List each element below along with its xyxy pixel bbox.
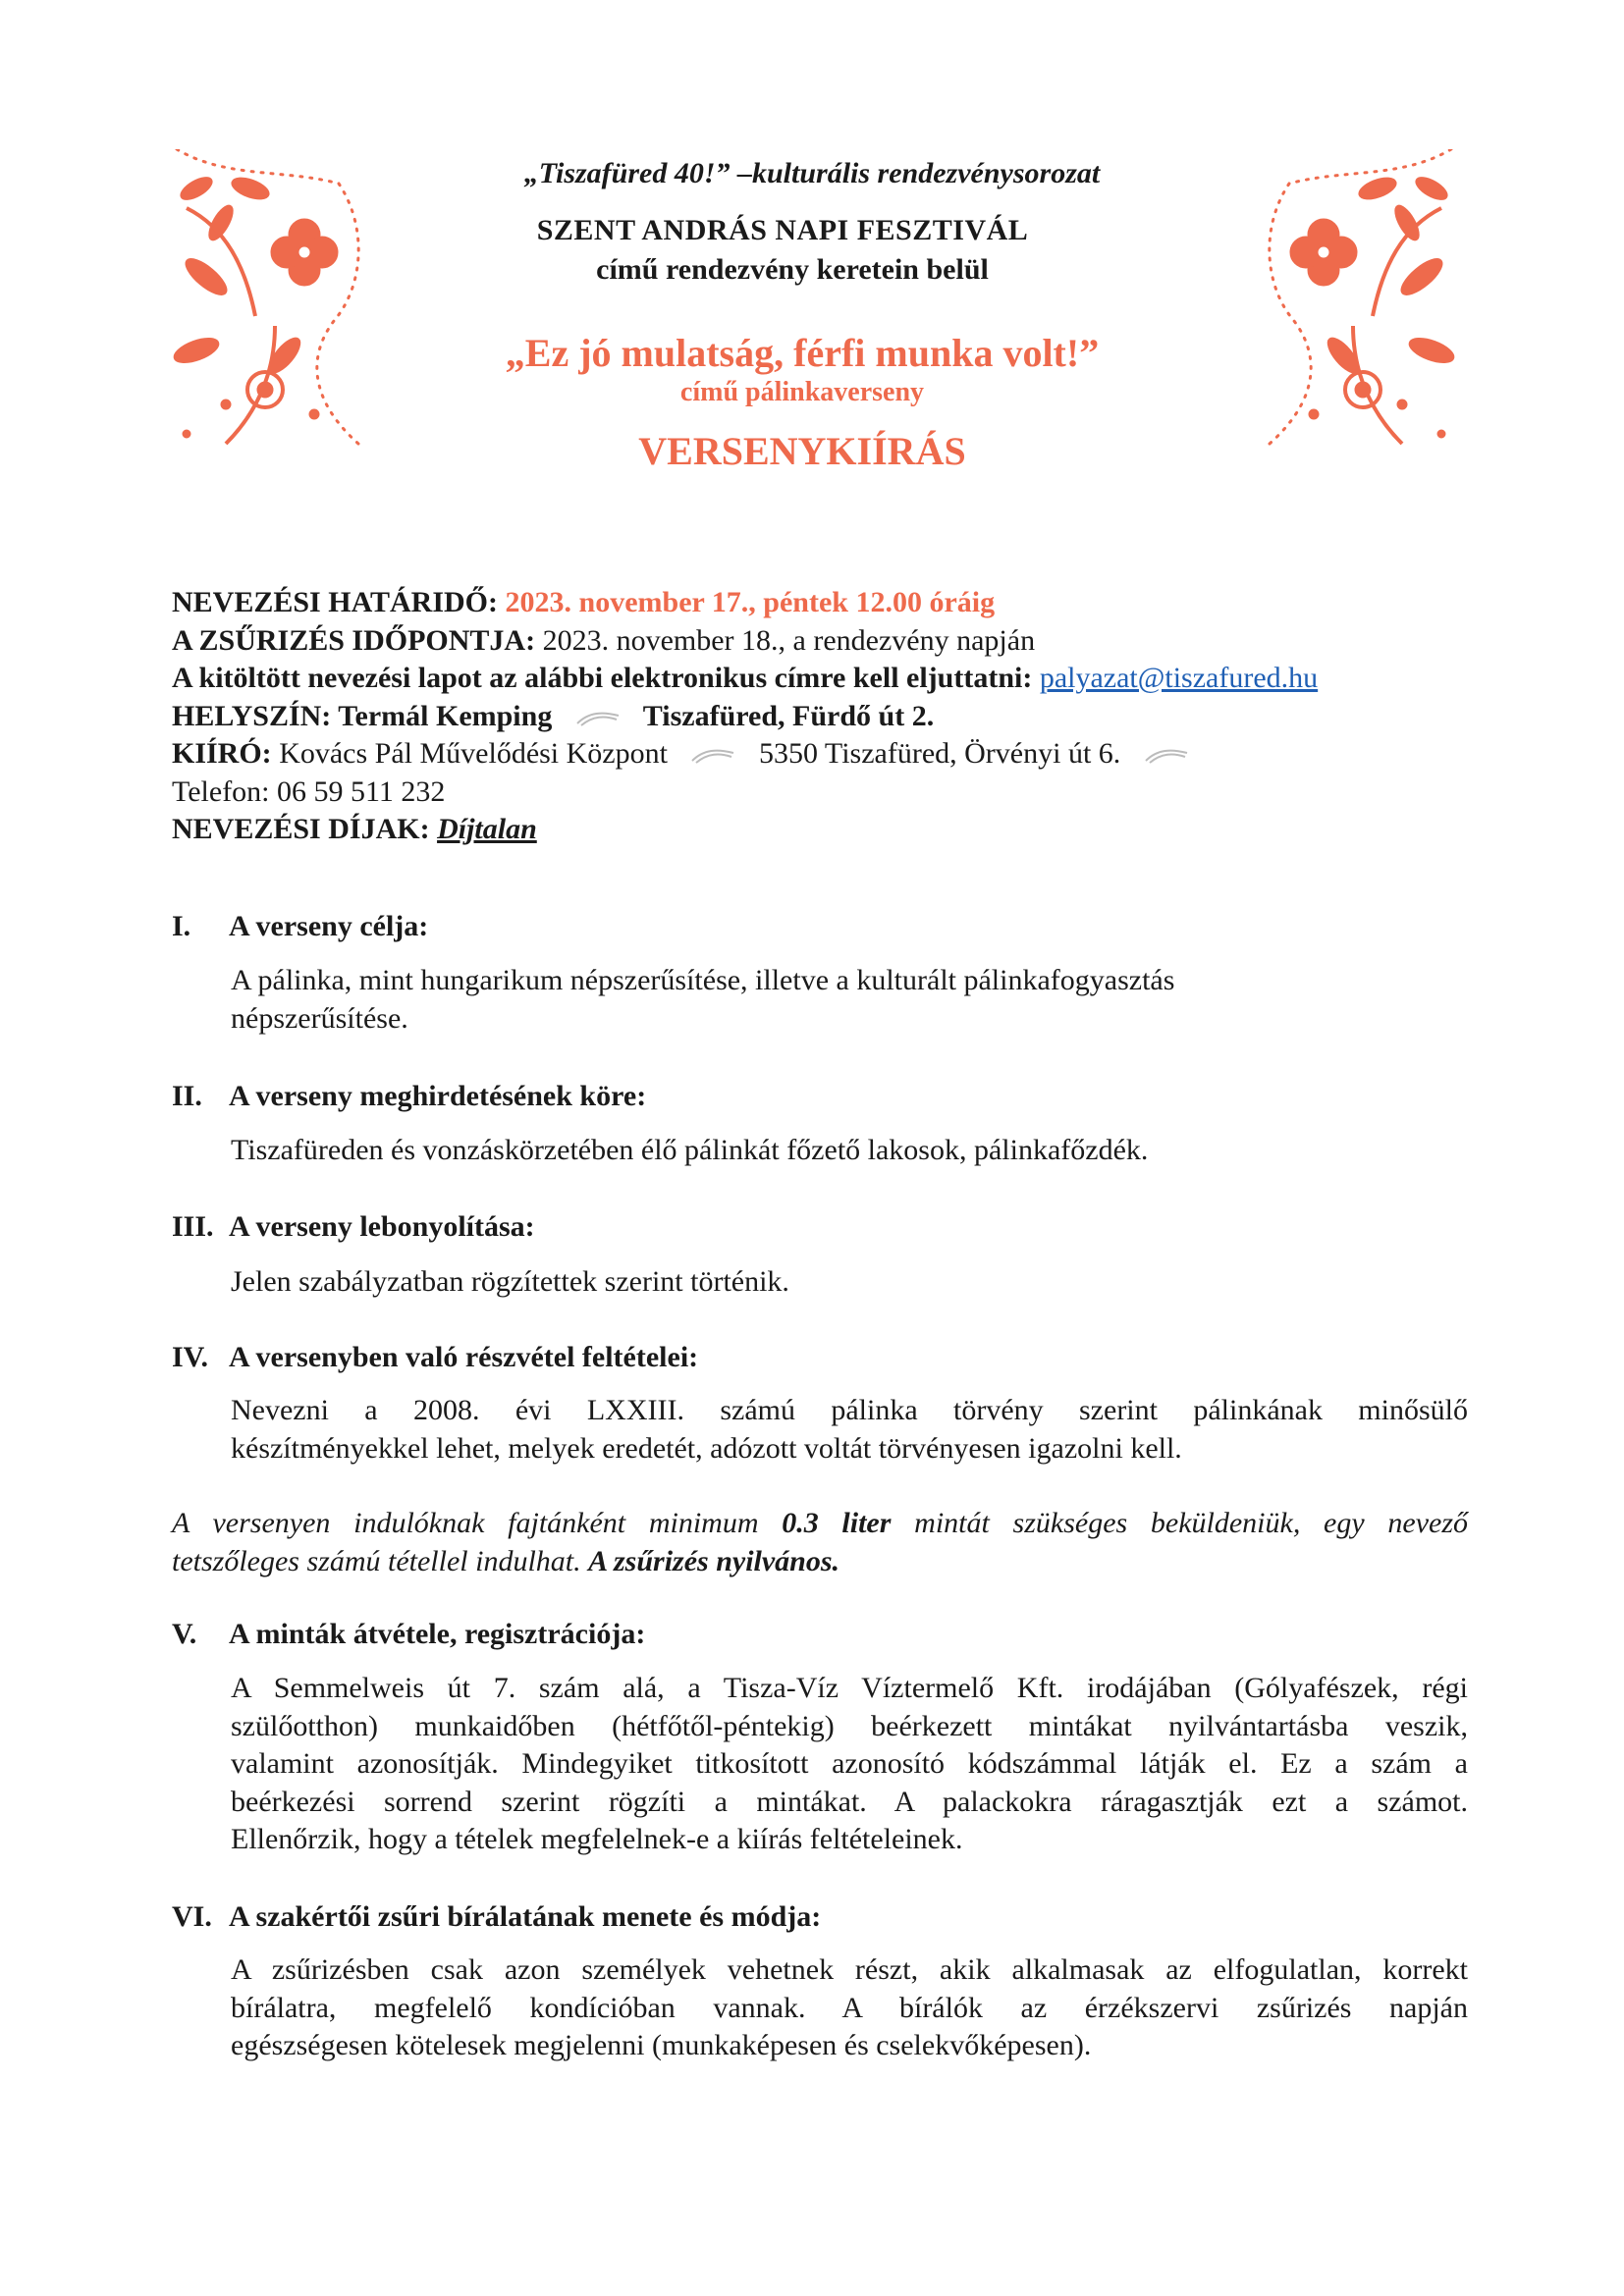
- text-line: népszerűsítése.: [231, 1001, 408, 1035]
- phone-row: Telefon: 06 59 511 232: [172, 774, 446, 808]
- judging-label: A ZSŰRIZÉS IDŐPONTJA:: [172, 623, 536, 657]
- section-heading: A minták átvétele, regisztrációja:: [229, 1618, 646, 1650]
- info-block: [172, 584, 1468, 849]
- venue-row: [172, 698, 1468, 736]
- section-number: V.: [172, 1618, 197, 1650]
- section-heading: A versenyben való részvétel feltételei:: [229, 1341, 699, 1373]
- swoosh-separator-icon: [1144, 747, 1189, 765]
- text-line: bírálatra, megfelelő kondícióban vannak. A bírálók az érzékszervi zsűrizés napján: [231, 1991, 1468, 2024]
- folk-floral-ornament-left-icon: [167, 149, 373, 463]
- section-heading: A verseny lebonyolítása:: [229, 1210, 535, 1243]
- venue-address: Tiszafüred, Fürdő út 2.: [642, 699, 935, 732]
- venue-name: Termál Kemping: [338, 699, 553, 732]
- fee-row: [172, 811, 1468, 849]
- section-number: I.: [172, 910, 191, 942]
- page-title: VERSENYKIÍRÁS: [638, 429, 966, 473]
- section-heading: A verseny célja:: [229, 910, 429, 942]
- issuer-row: [172, 735, 1468, 774]
- section-number: IV.: [172, 1341, 208, 1373]
- text-line: beérkezési sorrend szerint rögzíti a mintákat. A palackokra ráragasztják ezt a számot.: [231, 1785, 1468, 1818]
- text-line: A zsűrizésben csak azon személyek vehetnek részt, akik alkalmasak az elfogulatlan, korrekt: [231, 1953, 1468, 1986]
- festival-frame-text: című rendezvény keretein belül: [596, 253, 989, 286]
- swoosh-separator-icon: [690, 747, 735, 765]
- text-line: A Semmelweis út 7. szám alá, a Tisza-Víz Víztermelő Kft. irodájában (Gólyafészek, régi: [231, 1672, 1468, 1704]
- text-line: Ellenőrzik, hogy a tételek megfelelnek-e a kiírás feltételeinek.: [231, 1823, 963, 1855]
- deadline-label: NEVEZÉSI HATÁRIDŐ:: [172, 586, 499, 618]
- text-line: egészségesen kötelesek megjelenni (munkaképesen és cselekvőképesen).: [231, 2029, 1092, 2061]
- judging-row: [172, 622, 1468, 661]
- folk-floral-ornament-right-icon: [1255, 149, 1461, 463]
- email-link[interactable]: palyazat@tiszafured.hu: [1039, 662, 1319, 694]
- section-title: [172, 1210, 535, 1244]
- note-text: tetszőleges számú tétellel indulhat.: [172, 1544, 589, 1577]
- submit-row: [172, 660, 1468, 698]
- judging-value: 2023. november 18., a rendezvény napján: [542, 623, 1036, 657]
- section-number: III.: [172, 1210, 214, 1243]
- text-line: Tiszafüreden és vonzáskörzetében élő pálinkát főzető lakosok, pálinkafőzdék.: [231, 1134, 1149, 1166]
- text-line: valamint azonosítják. Mindegyiket titkosított azonosító kódszámmal látják el. Ez a szám a: [231, 1747, 1468, 1780]
- section-title: [172, 910, 428, 943]
- section-body: [231, 1132, 1468, 1170]
- deadline-row: [172, 584, 1468, 622]
- swoosh-separator-icon: [575, 710, 621, 727]
- note-amount: 0.3 liter: [782, 1507, 892, 1539]
- section-number: VI.: [172, 1900, 212, 1933]
- section-body: [231, 1392, 1468, 1468]
- text-line: Jelen szabályzatban rögzítettek szerint történik.: [231, 1265, 789, 1298]
- section-title: [172, 1080, 646, 1113]
- entry-note: [172, 1505, 1468, 1580]
- contest-quote-title: „Ez jó mulatság, férfi munka volt!”: [505, 331, 1100, 375]
- issuer-label: KIÍRÓ:: [172, 737, 272, 770]
- section-body: [231, 1263, 1468, 1302]
- contest-subtitle: című pálinkaverseny: [679, 377, 925, 407]
- festival-title: SZENT ANDRÁS NAPI FESZTIVÁL: [536, 214, 1029, 246]
- section-heading: A verseny meghirdetésének köre:: [229, 1080, 647, 1112]
- section-number: II.: [172, 1080, 202, 1112]
- issuer-name: Kovács Pál Művelődési Központ: [279, 737, 668, 770]
- text-line: [172, 1505, 1468, 1543]
- section-title: [172, 1618, 645, 1651]
- note-text: A versenyen indulóknak fajtánként minimum: [172, 1507, 783, 1539]
- section-body: [231, 1670, 1468, 1859]
- note-emphasis: A zsűrizés nyilvános.: [588, 1544, 840, 1577]
- note-text: mintát szükséges beküldeniük, egy nevező: [891, 1507, 1469, 1539]
- text-line: Nevezni a 2008. évi LXXIII. számú pálinka törvény szerint pálinkának minősülő: [231, 1394, 1468, 1426]
- section-heading: A szakértői zsűri bírálatának menete és módja:: [229, 1900, 822, 1933]
- section-title: [172, 1900, 821, 1934]
- series-title: „Tiszafüred 40!” –kulturális rendezvénysorozat: [523, 157, 1101, 189]
- issuer-address: 5350 Tiszafüred, Örvényi út 6.: [758, 737, 1121, 770]
- text-line: [172, 1543, 1468, 1581]
- venue-label: HELYSZÍN:: [172, 699, 332, 732]
- section-body: [231, 962, 1468, 1038]
- section-body: [231, 1951, 1468, 2065]
- fee-value: Díjtalan: [437, 813, 537, 845]
- text-line: A pálinka, mint hungarikum népszerűsítése, illetve a kulturált pálinkafogyasztás: [231, 964, 1175, 996]
- text-line: szülőotthon) munkaidőben (hétfőtől-péntekig) beérkezett mintákat nyilvántartásba veszik,: [231, 1709, 1468, 1742]
- submit-text: A kitöltött nevezési lapot az alábbi elektronikus címre kell eljuttatni:: [172, 662, 1033, 694]
- deadline-value: 2023. november 17., péntek 12.00 óráig: [505, 586, 996, 618]
- section-title: [172, 1341, 698, 1374]
- fee-label: NEVEZÉSI DÍJAK:: [172, 813, 430, 845]
- text-line: készítményekkel lehet, melyek eredetét, adózott voltát törvényesen igazolni kell.: [231, 1431, 1182, 1465]
